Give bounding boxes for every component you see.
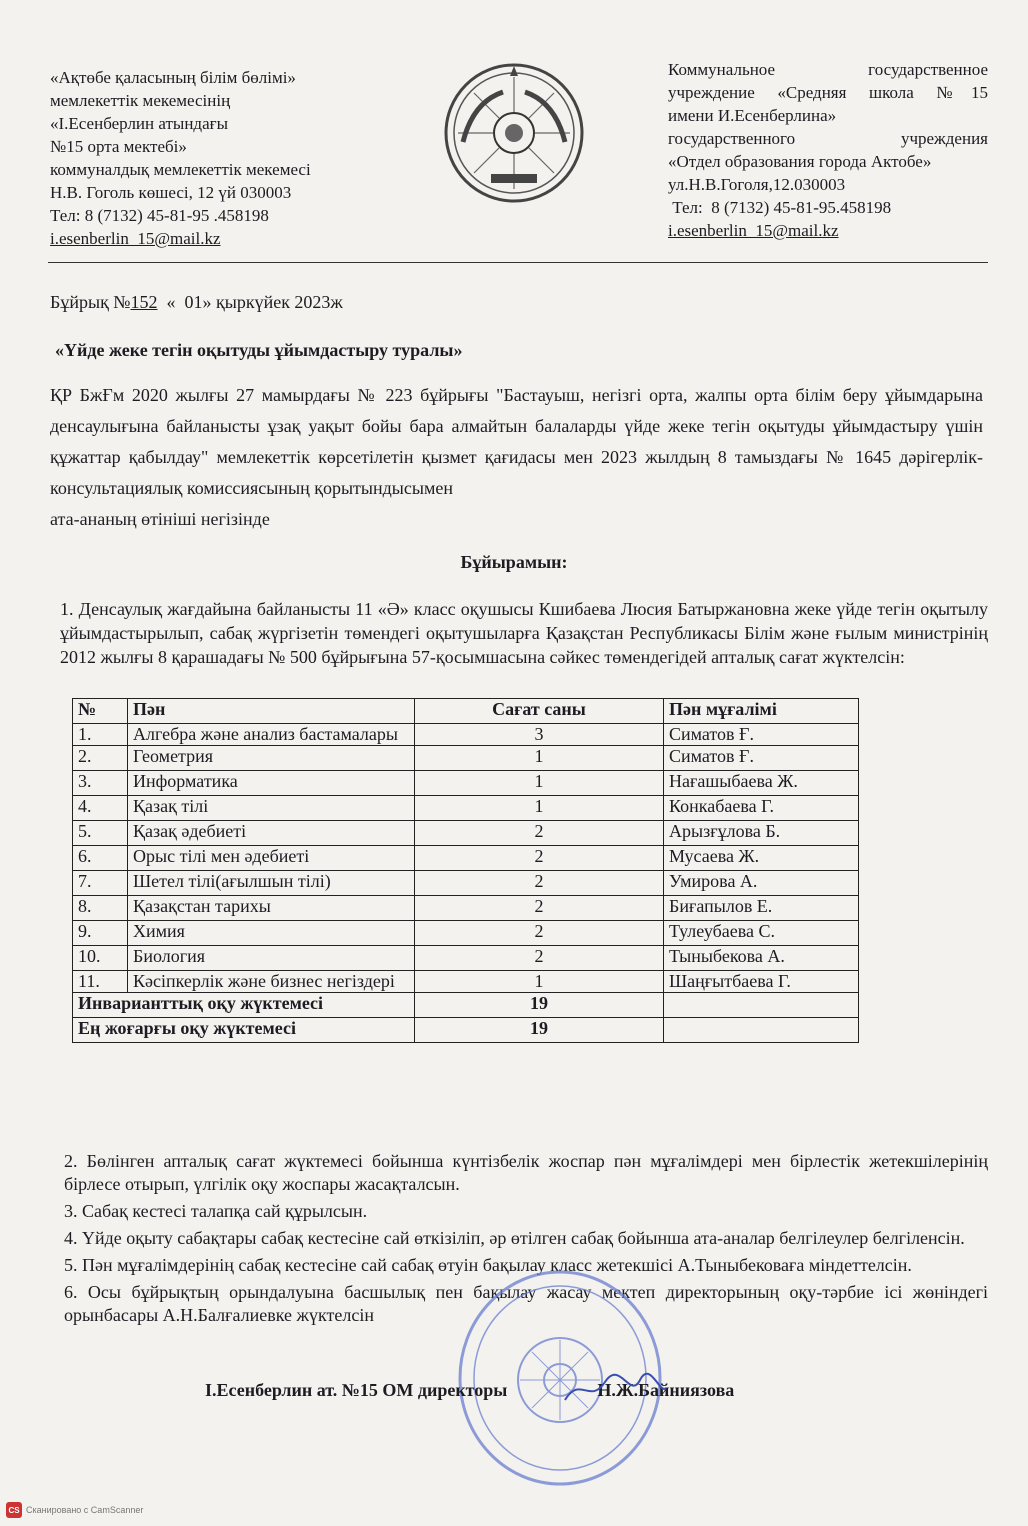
row-subject: Қазақ әдебиеті <box>128 821 415 846</box>
header-left-line: Тел: 8 (7132) 45-81-95 .458198 <box>50 206 269 225</box>
header-right-line: Тел: 8 (7132) 45-81-95.458198 <box>668 198 892 217</box>
order-item: 5. Пән мұғалімдерінің сабақ кестесіне сай сабақ өтуін бақылау класс жетекшісі А.Тыныбековаға міндеттелсін. <box>64 1255 912 1275</box>
subjects-table <box>72 698 859 1043</box>
decree-heading: Бұйырамын: <box>460 552 568 572</box>
row-no: 10. <box>73 946 128 971</box>
header-no: № <box>73 699 128 724</box>
row-hours: 1 <box>415 771 664 796</box>
table-row <box>73 921 859 946</box>
row-teacher: Шаңғытбаева Г. <box>664 971 859 993</box>
header-left-line: «І.Есенберлин атындағы <box>50 114 229 133</box>
kazakhstan-emblem-icon <box>443 62 585 204</box>
header-left-kazakh <box>50 66 380 250</box>
handwritten-signature-icon <box>560 1370 670 1410</box>
header-teacher: Пән мұғалімі <box>664 699 859 724</box>
scanner-watermark <box>6 1502 143 1518</box>
row-teacher: Мусаева Ж. <box>664 846 859 871</box>
preamble <box>50 380 983 535</box>
row-no: 3. <box>73 771 128 796</box>
order-item: 2. Бөлінген апталық сағат жүктемесі бойынша күнтізбелік жоспар пән мұғалімдері мен бірлестік жетекшілерінің бірлесе отырып, үлгілік оқу жоспары жасақталсын. <box>64 1151 988 1194</box>
table-row <box>73 724 859 746</box>
header-divider <box>48 262 988 263</box>
row-no: 1. <box>73 724 128 746</box>
scanner-note: Сканировано с CamScanner <box>26 1505 144 1515</box>
header-left-email-link[interactable]: i.esenberlin_15@mail.kz <box>50 229 221 248</box>
order-title: «Үйде жеке тегін оқытуды ұйымдастыру туралы» <box>55 340 463 360</box>
row-subject: Орыс тілі мен әдебиеті <box>128 846 415 871</box>
header-right-line: учреждение «Средняя школа №15 <box>668 83 988 102</box>
table-row <box>73 946 859 971</box>
header-right-line: государственного учреждения <box>668 129 988 148</box>
signature-line: І.Есенберлин ат. №15 ОМ директоры Н.Ж.Байниязова <box>205 1380 735 1400</box>
preamble-text: ҚР БжҒм 2020 жылғы 27 мамырдағы № 223 бұйрығы "Бастауыш, негізгі орта, жалпы орта білім беру ұйымдарына денсаулығына байланысты ұзақ уақыт бойы бара алмайтын балаларды үйде жеке тегін оқытуды ұйымдастыру үшін құжаттар қабылдау" мемлекеттік көрсетілетін қызмет қағидасы мен 2023 жылдың 8 тамыздағы № 1645 дәрігерлік-консультациялық комиссиясының қорытындысымен <box>50 385 983 498</box>
header-left-line: мемлекеттік мекемесінің <box>50 91 231 110</box>
header-hours: Сағат саны <box>415 699 664 724</box>
row-hours: 2 <box>415 921 664 946</box>
header-subject: Пән <box>128 699 415 724</box>
total-label: Ең жоғарғы оқу жүктемесі <box>73 1018 415 1043</box>
table-row <box>73 771 859 796</box>
row-hours: 3 <box>415 724 664 746</box>
order-number: 152 <box>130 292 158 312</box>
table-row <box>73 846 859 871</box>
row-hours: 1 <box>415 971 664 993</box>
order-number-line <box>50 292 343 313</box>
header-right-russian <box>668 58 988 242</box>
header-right-email-link[interactable]: i.esenberlin_15@mail.kz <box>668 221 839 240</box>
row-subject: Информатика <box>128 771 415 796</box>
header-left-line: коммуналдық мемлекеттік мекемесі <box>50 160 311 179</box>
row-no: 9. <box>73 921 128 946</box>
table-row <box>73 746 859 771</box>
order-item: 3. Сабақ кестесі талапқа сай құрылсын. <box>64 1201 368 1221</box>
row-no: 6. <box>73 846 128 871</box>
row-hours: 2 <box>415 896 664 921</box>
header-left-line: «Ақтөбе қаласының білім бөлімі» <box>50 68 296 87</box>
camscanner-logo-icon: CS <box>6 1502 22 1518</box>
row-hours: 2 <box>415 821 664 846</box>
row-no: 8. <box>73 896 128 921</box>
row-teacher: Тулеубаева С. <box>664 921 859 946</box>
header-left-line: Н.В. Гоголь көшесі, 12 үй 030003 <box>50 183 292 202</box>
row-no: 11. <box>73 971 128 993</box>
row-hours: 1 <box>415 796 664 821</box>
order-prefix: Бұйрық № <box>50 292 131 312</box>
row-no: 5. <box>73 821 128 846</box>
order-date: « 01» қыркүйек 2023ж <box>157 292 343 312</box>
row-subject: Қазақстан тарихы <box>128 896 415 921</box>
row-hours: 2 <box>415 946 664 971</box>
header-right-line: «Отдел образования города Актобе» <box>668 152 932 171</box>
row-subject: Химия <box>128 921 415 946</box>
preamble-text-end: ата-ананың өтініші негізінде <box>50 509 270 529</box>
row-teacher: Конкабаева Г. <box>664 796 859 821</box>
row-subject: Алгебра және анализ бастамалары <box>128 724 415 746</box>
row-subject: Шетел тілі(ағылшын тілі) <box>128 871 415 896</box>
row-hours: 2 <box>415 871 664 896</box>
table-row <box>73 971 859 993</box>
table-row <box>73 871 859 896</box>
row-no: 2. <box>73 746 128 771</box>
row-teacher: Симатов Ғ. <box>664 724 859 746</box>
row-teacher: Умирова А. <box>664 871 859 896</box>
row-subject: Кәсіпкерлік және бизнес негіздері <box>128 971 415 993</box>
total-label: Инварианттық оқу жүктемесі <box>73 993 415 1018</box>
header-right-line: имени И.Есенберлина» <box>668 106 837 125</box>
table-total-row <box>73 993 859 1018</box>
table-total-row <box>73 1018 859 1043</box>
table-header-row <box>73 699 859 724</box>
header-left-line: №15 орта мектебі» <box>50 137 187 156</box>
total-empty <box>664 993 859 1018</box>
table-row <box>73 821 859 846</box>
row-teacher: Тыныбекова А. <box>664 946 859 971</box>
row-subject: Геометрия <box>128 746 415 771</box>
total-value: 19 <box>415 993 664 1018</box>
row-no: 4. <box>73 796 128 821</box>
row-teacher: Арызғұлова Б. <box>664 821 859 846</box>
order-item: 4. Үйде оқыту сабақтары сабақ кестесіне сай өткізіліп, әр өтілген сабақ бойынша ата-аналар белгілеулер белгіленсін. <box>64 1228 965 1248</box>
row-teacher: Симатов Ғ. <box>664 746 859 771</box>
total-value: 19 <box>415 1018 664 1043</box>
header-right-line: ул.Н.В.Гоголя,12.030003 <box>668 175 846 194</box>
order-item: 6. Осы бұйрықтың орындалуына басшылық пен бақылау жасау мектеп директорының оқу-тәрбие ісі жөніндегі орынбасары А.Н.Балғалиевке жүктелсін <box>64 1282 988 1325</box>
table-row <box>73 896 859 921</box>
row-no: 7. <box>73 871 128 896</box>
order-item-1: 1. Денсаулық жағдайына байланысты 11 «Ә» класс оқушысы Кшибаева Люсия Батыржановна жеке үйде тегін оқытылу ұйымдастырылып, сабақ жүргізетін төмендегі оқытушыларға Қазақстан Республикасы Білім және ғылым министрінің 2012 жылғы 8 қарашадағы № 500 бұйрығына 57-қосымшасына сәйкес төмендегідей апталық сағат жүктелсін: <box>60 599 988 667</box>
row-hours: 1 <box>415 746 664 771</box>
row-hours: 2 <box>415 846 664 871</box>
row-teacher: Нағашыбаева Ж. <box>664 771 859 796</box>
row-subject: Қазақ тілі <box>128 796 415 821</box>
row-teacher: Биғапылов Е. <box>664 896 859 921</box>
total-empty <box>664 1018 859 1043</box>
row-subject: Биология <box>128 946 415 971</box>
header-right-line: Коммунальное государственное <box>668 60 988 79</box>
table-row <box>73 796 859 821</box>
